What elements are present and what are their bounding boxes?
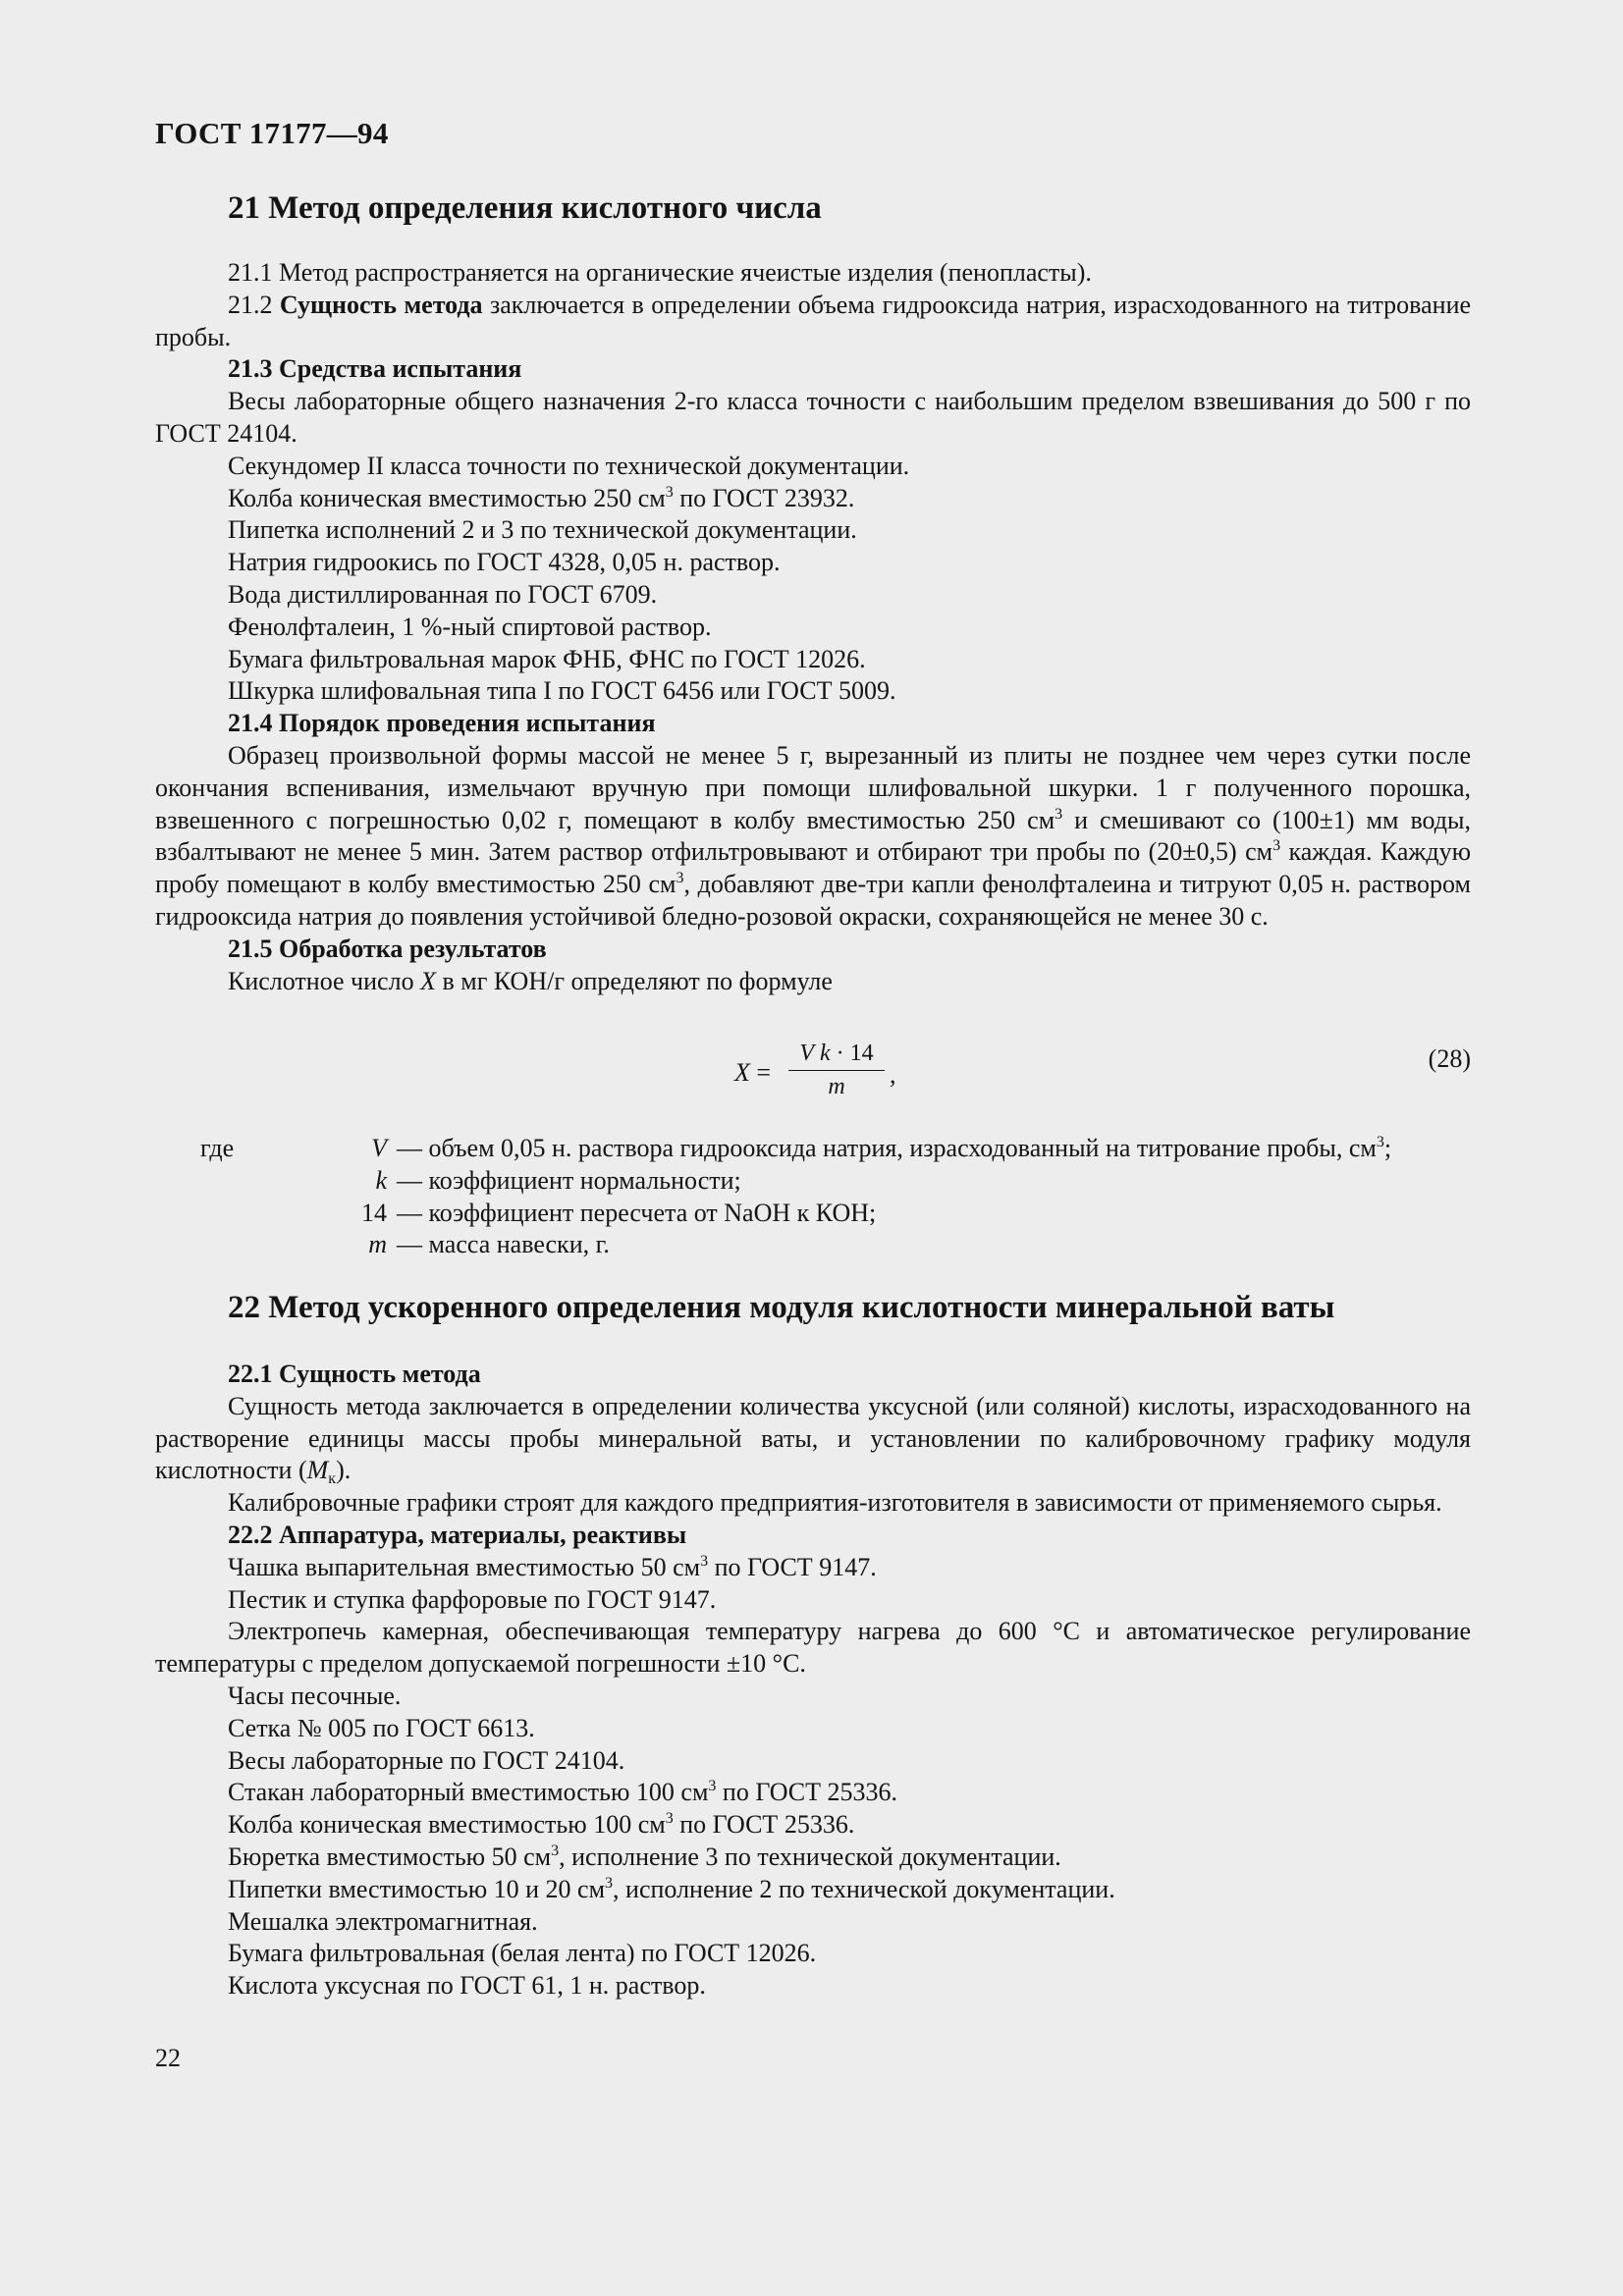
formula-comma: , [890,1060,896,1089]
superscript: 3 [700,1552,709,1570]
equipment-item: Секундомер II класса точности по технической документации. [228,451,910,480]
numerator-k: k [820,1041,831,1066]
apparatus-item: Электропечь камерная, обеспечивающая температуру нагрева до 600 °С и автоматическое регулирование температуры с пределом допускаемой погрешности ±10 °С. [155,1617,1471,1679]
paragraph-21-2 [155,290,1471,354]
legend-symbol: 14 [361,1198,387,1227]
legend-row [155,1165,1471,1198]
formula-denominator: m [828,1074,845,1099]
equipment-item: Натрия гидроокись по ГОСТ 4328, 0,05 н. раствор. [228,548,781,577]
superscript: 3 [665,483,674,501]
subheading-22-1: 22.1 Сущность метода [228,1360,481,1388]
apparatus-item-text: по ГОСТ 25336. [673,1810,855,1840]
superscript: 3 [605,1874,614,1892]
legend-description [397,1133,1391,1165]
paragraph-text: Сущность метода заключается в определении количества уксусной (или соляной) кислоты, израсходованного на растворение единицы массы пробы минеральной ваты, и установлении по калибровочному графику модуля кислотности ( [155,1391,1471,1485]
legend-where: где [200,1134,235,1162]
superscript: 3 [1376,1134,1384,1150]
superscript: 3 [1272,837,1281,855]
legend-symbol [371,1133,387,1165]
legend-symbol [368,1229,387,1261]
superscript: 3 [665,1810,674,1828]
paragraph-21-2-text: заключается в определении объема гидрооксида натрия, израсходованного на титрование пробы. [155,290,1472,351]
variable-m: М [306,1456,329,1485]
superscript: 3 [551,1842,560,1859]
section-21-body [155,257,1471,997]
legend-description-text: — объем 0,05 н. раствора гидрооксида натрия, израсходованный на титрование пробы, см [397,1134,1377,1162]
equipment-item-text: Колба коническая вместимостью 250 см [228,483,666,512]
legend-description: — коэффициент пересчета от NaOH к КОН; [397,1198,877,1227]
equipment-item: Вода дистиллированная по ГОСТ 6709. [228,579,658,609]
formula-variable-x: X [734,1058,750,1087]
apparatus-item: Часы песочные. [228,1681,402,1710]
apparatus-list [155,1552,1471,2002]
subscript-k: к [328,1470,337,1488]
apparatus-item [155,1809,1471,1842]
apparatus-item-text: , исполнение 2 по технической документации. [613,1874,1115,1903]
paragraph-21-2-number: 21.2 [228,290,280,319]
apparatus-item-text: Бюретка вместимостью 50 см [228,1842,552,1871]
paragraph-text: в мг КОН/г определяют по формуле [435,966,833,995]
paragraph-21-2-bold: Сущность метода [279,290,483,319]
apparatus-item: Весы лабораторные по ГОСТ 24104. [228,1745,625,1775]
apparatus-item: Мешалка электромагнитная. [228,1906,538,1936]
paragraph-text: каждая. Каждую пробу помещают в колбу вместимостью 250 см [155,837,1471,899]
formula-numerator [788,1039,885,1068]
superscript: 3 [708,1778,717,1795]
apparatus-item [155,1874,1471,1906]
legend-symbol-text: k [375,1165,387,1195]
formula-28 [155,1039,1471,1107]
paragraph-21-1: 21.1 Метод распространяется на органические ячеистые изделия (пенопласты). [228,258,1092,287]
legend-description: — коэффициент нормальности; [397,1165,741,1195]
legend-row [155,1229,1471,1261]
subheading-22-2: 22.2 Аппаратура, материалы, реактивы [228,1520,687,1549]
paragraph-21-5 [155,966,1471,998]
formula-equals: = [749,1058,772,1087]
paragraph-22-1 [155,1391,1471,1487]
legend-symbol [375,1165,387,1198]
equipment-item: Фенолфталеин, 1 %-ный спиртовой раствор. [228,612,712,641]
superscript: 3 [1055,805,1063,823]
numerator-constant: · 14 [830,1041,874,1066]
apparatus-item-text: Колба коническая вместимостью 100 см [228,1810,666,1840]
document-id-header: ГОСТ 17177—94 [155,116,389,150]
apparatus-item: Пестик и ступка фарфоровые по ГОСТ 9147. [228,1584,717,1614]
formula-fraction [788,1039,885,1100]
equipment-item [155,483,1471,515]
legend-description-tail: ; [1383,1134,1392,1162]
subheading-21-5: 21.5 Обработка результатов [228,934,547,963]
apparatus-item-text: , исполнение 3 по технической документации. [559,1842,1061,1871]
paragraph-text: и смешивают со (100±1) мм воды, взбалтывают не менее 5 мин. Затем раствор отфильтровывают и отбирают три пробы по (20±0,5) см [155,805,1471,867]
numerator-v: V [799,1041,814,1066]
equipment-item: Бумага фильтровальная марок ФНБ, ФНС по ГОСТ 12026. [228,644,866,673]
paragraph-text: ). [336,1456,352,1485]
apparatus-item: Сетка № 005 по ГОСТ 6613. [228,1713,535,1742]
legend-symbol-text: V [371,1134,387,1162]
apparatus-item-text: по ГОСТ 25336. [716,1778,898,1807]
apparatus-item: Кислота уксусная по ГОСТ 61, 1 н. раствор. [228,1971,706,2001]
subheading-21-4: 21.4 Порядок проведения испытания [228,709,656,738]
apparatus-item-text: по ГОСТ 9147. [708,1552,877,1581]
equipment-item-text: по ГОСТ 23932. [673,483,855,512]
fraction-bar [788,1070,885,1071]
paragraph-21-4 [155,740,1471,934]
equation-number: (28) [1428,1044,1471,1073]
apparatus-item-text: Пипетки вместимостью 10 и 20 см [228,1874,606,1903]
formula-legend [155,1133,1471,1261]
equipment-item: Шкурка шлифовальная типа I по ГОСТ 6456 или ГОСТ 5009. [228,676,896,706]
apparatus-item [155,1552,1471,1584]
paragraph-text: Кислотное число [228,966,421,995]
section-21-title: 21 Метод определения кислотного числа [228,190,822,226]
apparatus-item [155,1842,1471,1874]
section-22-title: 22 Метод ускоренного определения модуля кислотности минеральной ваты [228,1290,1335,1325]
legend-symbol-text: m [368,1230,387,1259]
apparatus-item-text: Чашка выпарительная вместимостью 50 см [228,1552,701,1581]
superscript: 3 [676,870,684,887]
paragraph-text: , добавляют две-три капли фенолфталеина и титруют 0,05 н. раствором гидрооксида натрия до появления устойчивой бледно-розовой окраски, сохраняющейся не менее 30 с. [155,870,1472,931]
apparatus-item-text: Стакан лабораторный вместимостью 100 см [228,1778,709,1807]
legend-row [155,1198,1471,1230]
page-number: 22 [155,2044,181,2072]
paragraph-text: Образец произвольной формы массой не менее 5 г, вырезанный из плиты не позднее чем через сутки после окончания вспенивания, измельчают вручную при помощи шлифовальной шкурки. 1 г полученного порошка, взвешенного с погрешностью 0,02 г, помещают в колбу вместимостью 250 см [155,740,1471,834]
legend-description: — масса навески, г. [397,1230,610,1259]
equipment-item: Весы лабораторные общего назначения 2-го класса точности с наибольшим пределом взвешивания до 500 г по ГОСТ 24104. [155,387,1471,448]
formula-lhs [734,1058,771,1088]
section-22-body [155,1359,1471,2002]
equipment-item: Пипетка исполнений 2 и 3 по технической документации. [228,515,857,545]
apparatus-item: Бумага фильтровальная (белая лента) по ГОСТ 12026. [228,1939,817,1968]
paragraph-22-1-calibration: Калибровочные графики строят для каждого предприятия-изготовителя в зависимости от применяемого сырья. [228,1488,1442,1518]
apparatus-item [155,1777,1471,1809]
subheading-21-3: 21.3 Средства испытания [228,354,522,384]
variable-x: X [420,966,436,995]
legend-row [155,1133,1471,1165]
